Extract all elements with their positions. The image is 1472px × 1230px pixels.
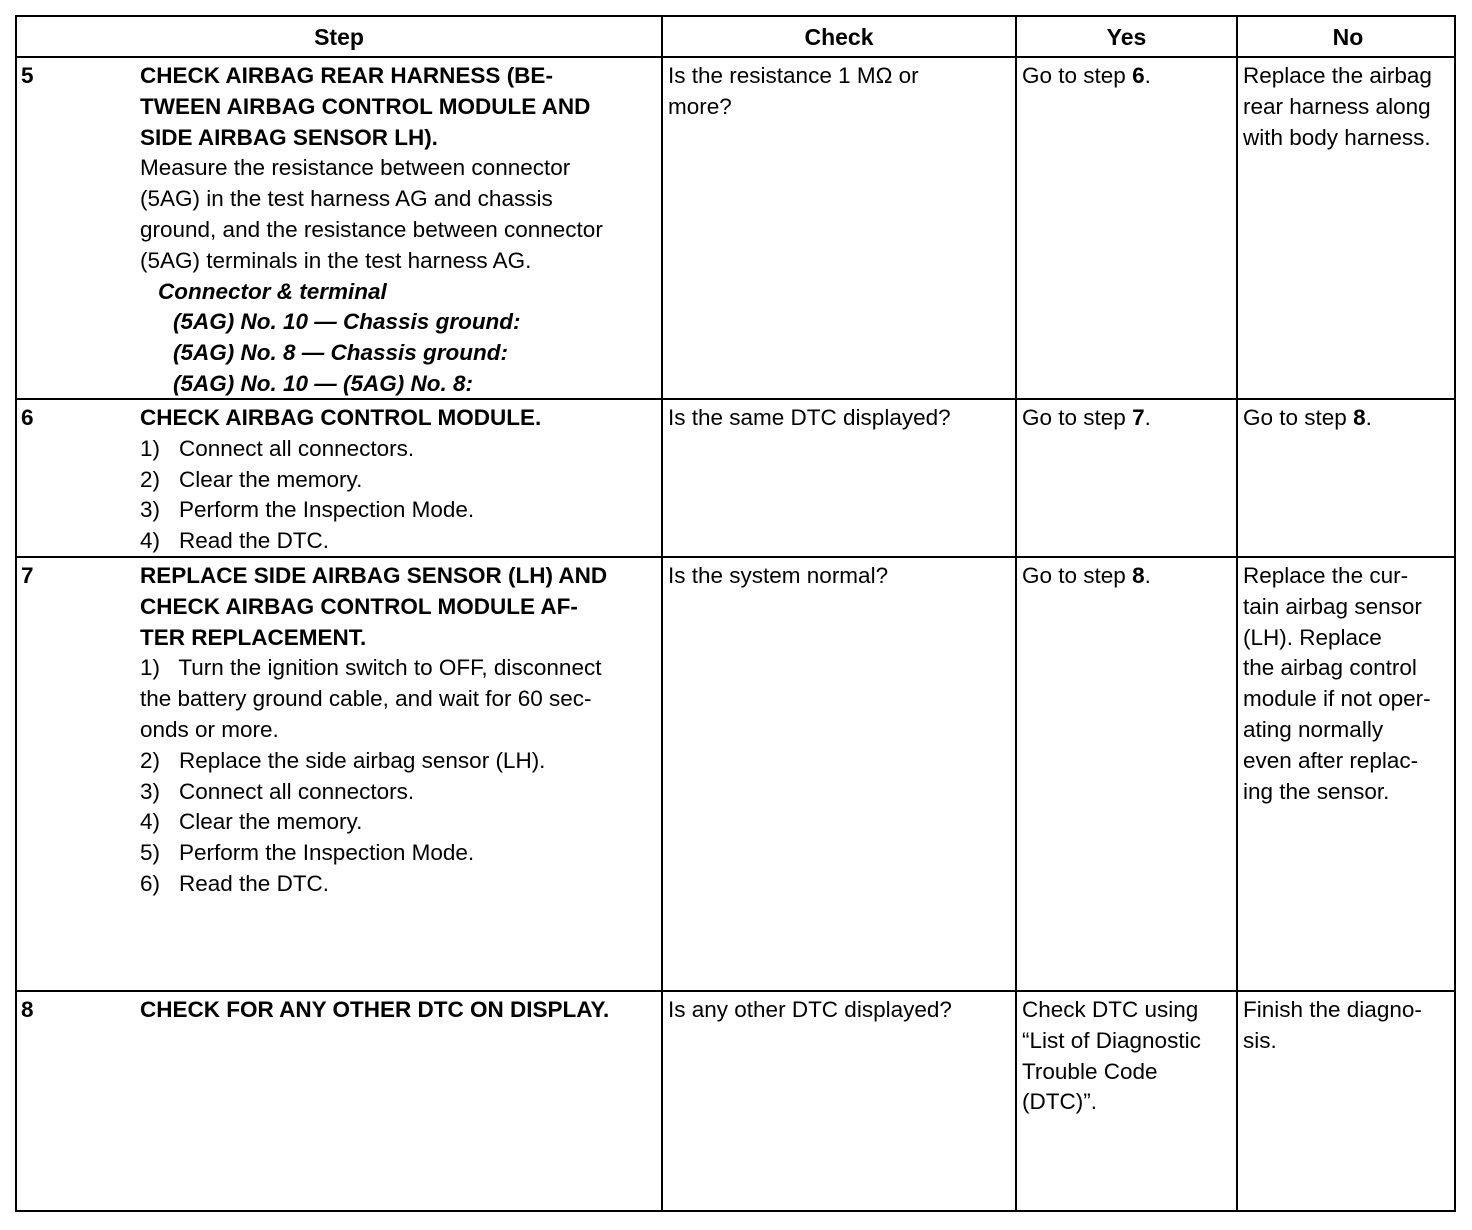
step-number: 6 xyxy=(21,405,34,430)
no-text-line: Finish the diagno- xyxy=(1243,997,1422,1022)
check-cell xyxy=(661,58,1015,398)
check-text-line: more? xyxy=(668,93,732,119)
check-text-line: Is any other DTC displayed? xyxy=(668,997,952,1022)
step-cell xyxy=(137,400,661,556)
table-header-row xyxy=(17,17,1454,58)
procedure-step: 4) Read the DTC. xyxy=(140,528,330,554)
no-text-line: Replace the airbag xyxy=(1243,63,1432,88)
yes-cell xyxy=(1015,58,1236,398)
procedure-step: 5) Perform the Inspection Mode. xyxy=(140,840,475,866)
step-cell xyxy=(137,58,661,398)
connector-item: (5AG) No. 10 — (5AG) No. 8: xyxy=(173,370,474,396)
table-row-step-7 xyxy=(17,558,1454,992)
check-text-line: Is the same DTC displayed? xyxy=(668,405,951,430)
step-title-line: CHECK AIRBAG CONTROL MODULE. xyxy=(140,405,542,430)
yes-cell xyxy=(1015,558,1236,990)
step-title-line: SIDE AIRBAG SENSOR LH). xyxy=(140,124,438,150)
step-cell xyxy=(137,992,661,1210)
step-body-line: (5AG) in the test harness AG and chassis xyxy=(140,186,553,212)
no-text-line: sis. xyxy=(1243,1027,1277,1053)
check-text-line: Is the resistance 1 MΩ or xyxy=(668,63,919,88)
procedure-step-1-line: the battery ground cable, and wait for 60 sec- xyxy=(140,686,592,712)
procedure-step-1-line: 1) Turn the ignition switch to OFF, disconnect xyxy=(140,655,602,681)
step-title-line: CHECK FOR ANY OTHER DTC ON DISPLAY. xyxy=(140,997,610,1022)
yes-cell xyxy=(1015,992,1236,1210)
step-title-line: TWEEN AIRBAG CONTROL MODULE AND xyxy=(140,93,591,119)
no-cell xyxy=(1236,400,1458,556)
diagnostic-table xyxy=(15,15,1456,1212)
yes-text-line: “List of Diagnostic xyxy=(1022,1027,1201,1053)
check-cell xyxy=(661,558,1015,990)
yes-step-ref: 6 xyxy=(1132,63,1145,88)
procedure-step: 1) Connect all connectors. xyxy=(140,435,415,461)
no-text-line: tain airbag sensor xyxy=(1243,593,1422,619)
step-number: 5 xyxy=(21,63,34,88)
no-cell xyxy=(1236,992,1458,1210)
yes-prefix: Go to step xyxy=(1022,563,1133,588)
yes-prefix: Go to step xyxy=(1022,405,1133,430)
connector-item: (5AG) No. 10 — Chassis ground: xyxy=(173,309,521,335)
no-prefix: Go to step xyxy=(1243,405,1354,430)
step-title-line: CHECK AIRBAG REAR HARNESS (BE- xyxy=(140,63,553,88)
header-no: No xyxy=(1236,17,1458,56)
procedure-step: 3) Connect all connectors. xyxy=(140,778,415,804)
yes-text-line: (DTC)”. xyxy=(1022,1089,1097,1115)
table-row-step-8 xyxy=(17,992,1454,1210)
no-suffix: . xyxy=(1365,405,1372,430)
no-text xyxy=(1243,403,1454,434)
no-text-line: even after replac- xyxy=(1243,747,1419,773)
step-title-line: TER REPLACEMENT. xyxy=(140,624,367,650)
step-title-line: CHECK AIRBAG CONTROL MODULE AF- xyxy=(140,593,578,619)
no-text-line: ating normally xyxy=(1243,716,1384,742)
no-text-line: module if not oper- xyxy=(1243,686,1431,712)
no-text-line: Replace the cur- xyxy=(1243,563,1409,588)
yes-text-line: Trouble Code xyxy=(1022,1058,1158,1084)
header-yes: Yes xyxy=(1015,17,1236,56)
procedure-step: 4) Clear the memory. xyxy=(140,809,363,835)
step-number: 7 xyxy=(21,563,34,588)
check-cell xyxy=(661,400,1015,556)
step-number-cell xyxy=(17,58,137,398)
header-check: Check xyxy=(661,17,1015,56)
check-cell xyxy=(661,992,1015,1210)
connector-item: (5AG) No. 8 — Chassis ground: xyxy=(173,340,509,366)
yes-step-ref: 7 xyxy=(1132,405,1145,430)
step-number-cell xyxy=(17,558,137,990)
procedure-step: 2) Clear the memory. xyxy=(140,466,363,492)
yes-suffix: . xyxy=(1144,563,1151,588)
procedure-step: 6) Read the DTC. xyxy=(140,870,330,896)
yes-suffix: . xyxy=(1144,63,1151,88)
yes-step-ref: 8 xyxy=(1132,563,1145,588)
procedure-step-1-line: onds or more. xyxy=(140,716,279,742)
procedure-step: 3) Perform the Inspection Mode. xyxy=(140,497,475,523)
yes-cell xyxy=(1015,400,1236,556)
connector-heading: Connector & terminal xyxy=(158,278,387,304)
step-number-cell xyxy=(17,992,137,1210)
step-number-cell xyxy=(17,400,137,556)
yes-text xyxy=(1022,61,1232,92)
no-text-line: with body harness. xyxy=(1243,124,1431,150)
no-text-line: rear harness along xyxy=(1243,93,1431,119)
yes-prefix: Go to step xyxy=(1022,63,1133,88)
yes-text xyxy=(1022,403,1232,434)
step-title-line: REPLACE SIDE AIRBAG SENSOR (LH) AND xyxy=(140,563,608,588)
no-cell xyxy=(1236,558,1458,990)
step-number: 8 xyxy=(21,997,34,1022)
step-body-line: Measure the resistance between connector xyxy=(140,155,571,181)
table-row-step-5 xyxy=(17,58,1454,400)
no-text-line: ing the sensor. xyxy=(1243,778,1390,804)
header-step: Step xyxy=(314,24,364,50)
table-row-step-6 xyxy=(17,400,1454,558)
no-cell xyxy=(1236,58,1458,398)
step-cell xyxy=(137,558,661,990)
yes-suffix: . xyxy=(1144,405,1151,430)
procedure-step: 2) Replace the side airbag sensor (LH). xyxy=(140,747,546,773)
no-text-line: (LH). Replace xyxy=(1243,624,1382,650)
step-body-line: (5AG) terminals in the test harness AG. xyxy=(140,247,532,273)
yes-text-line: Check DTC using xyxy=(1022,997,1199,1022)
no-step-ref: 8 xyxy=(1353,405,1366,430)
yes-text xyxy=(1022,561,1232,592)
no-text-line: the airbag control xyxy=(1243,655,1417,681)
check-text-line: Is the system normal? xyxy=(668,563,889,588)
step-body-line: ground, and the resistance between connector xyxy=(140,216,603,242)
